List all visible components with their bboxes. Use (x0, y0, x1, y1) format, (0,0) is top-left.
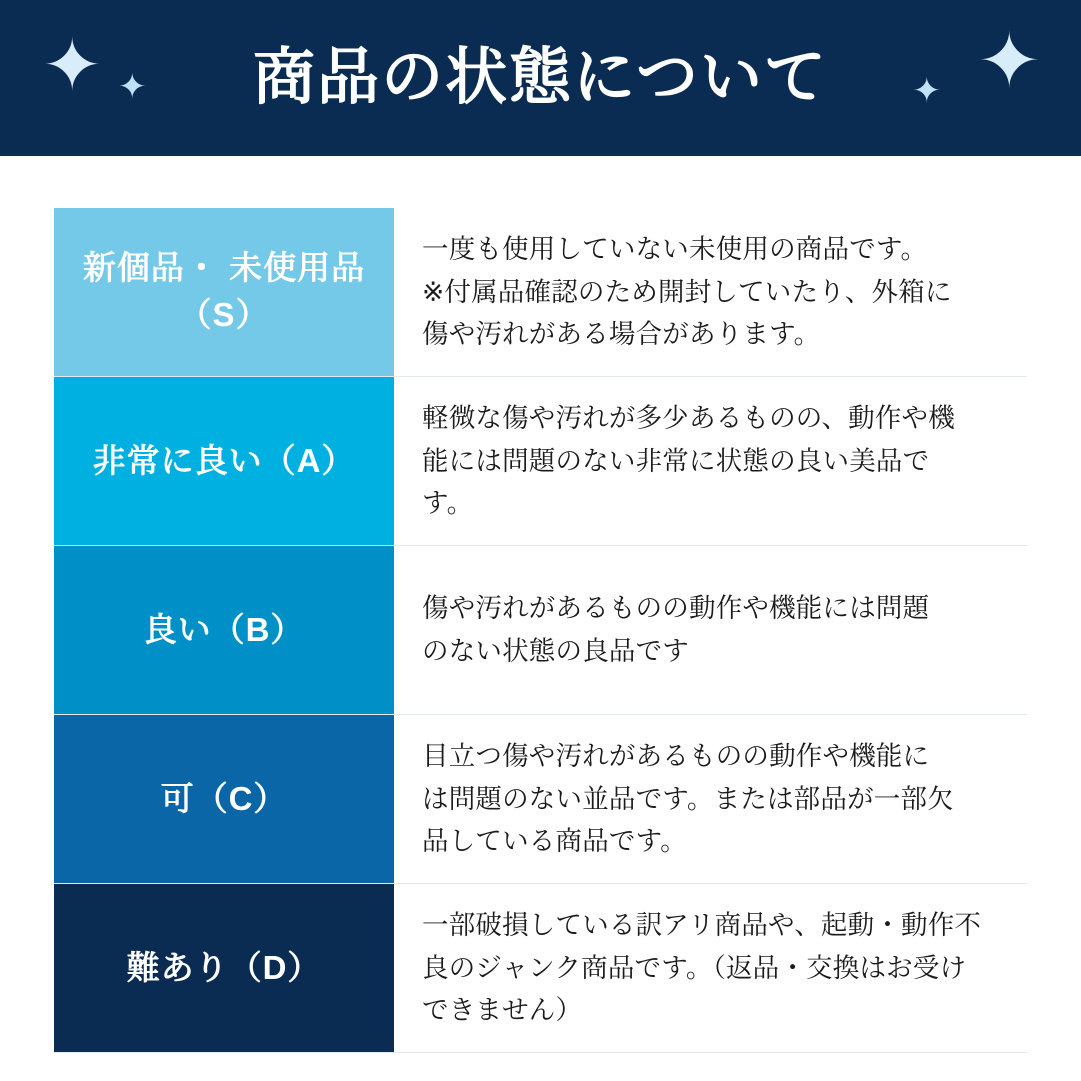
table-row (54, 884, 1027, 1053)
grade-description-c-line1: 目立つ傷や汚れがあるものの動作や機能に (422, 740, 930, 771)
sparkle-small-right-icon: ✦ (912, 72, 941, 110)
sparkle-small-left-icon: ✦ (118, 68, 147, 106)
grade-label-b-line1: 良い（B） (143, 610, 305, 648)
grade-label-s (54, 208, 394, 376)
grade-description-a-line3: す。 (422, 488, 474, 519)
grade-label-d (54, 884, 394, 1052)
table-row (54, 208, 1027, 377)
sparkle-large-left-icon: ✦ (42, 26, 103, 106)
grade-description-s-line3: 傷や汚れがある場合があります。 (422, 319, 821, 350)
grade-label-s-line2: 未使用品（S） (178, 249, 366, 333)
grade-description-a-line2: 能には問題のない非常に状態の良い美品で (422, 445, 930, 476)
grade-description-d-line3: できません） (422, 995, 583, 1026)
grade-description-s-line1: 一度も使用していない未使用の商品です。 (422, 233, 928, 264)
grade-description-c-line2: は問題のない並品です。または部品が一部欠 (422, 783, 954, 814)
condition-grade-table (54, 208, 1027, 1053)
grade-description-s (394, 208, 1027, 376)
grade-label-s-line1: 新個品・ (82, 249, 219, 287)
grade-description-b (394, 546, 1027, 714)
grade-description-b-line2: のない状態の良品です (422, 636, 689, 666)
table-row (54, 715, 1027, 884)
grade-description-b-line1: 傷や汚れがあるものの動作や機能には問題 (422, 593, 930, 624)
grade-description-a-line1: 軽微な傷や汚れが多少あるものの、動作や機 (422, 402, 955, 433)
grade-description-s-line2: ※付属品確認のため開封していたり、外箱に (422, 276, 952, 307)
grade-description-a (394, 377, 1027, 545)
grade-label-a (54, 377, 394, 545)
grade-description-d (394, 884, 1027, 1052)
grade-description-c-line3: 品している商品です。 (422, 826, 687, 857)
page-title: 商品の状態について (253, 43, 828, 112)
grade-label-c (54, 715, 394, 883)
grade-label-d-line1: 難あり（D） (126, 948, 322, 986)
grade-label-a-line1: 非常に良い（A） (92, 441, 356, 479)
header-banner (0, 0, 1081, 156)
grade-description-d-line1: 一部破損している訳アリ商品や、起動・動作不 (422, 909, 982, 940)
table-row (54, 546, 1027, 715)
grade-label-c-line1: 可（C） (160, 779, 288, 817)
sparkle-large-right-icon: ✦ (977, 19, 1041, 104)
table-row (54, 377, 1027, 546)
grade-label-b (54, 546, 394, 714)
grade-description-d-line2: 良のジャンク商品です。（返品・交換はお受け (422, 952, 967, 983)
grade-description-c (394, 715, 1027, 883)
